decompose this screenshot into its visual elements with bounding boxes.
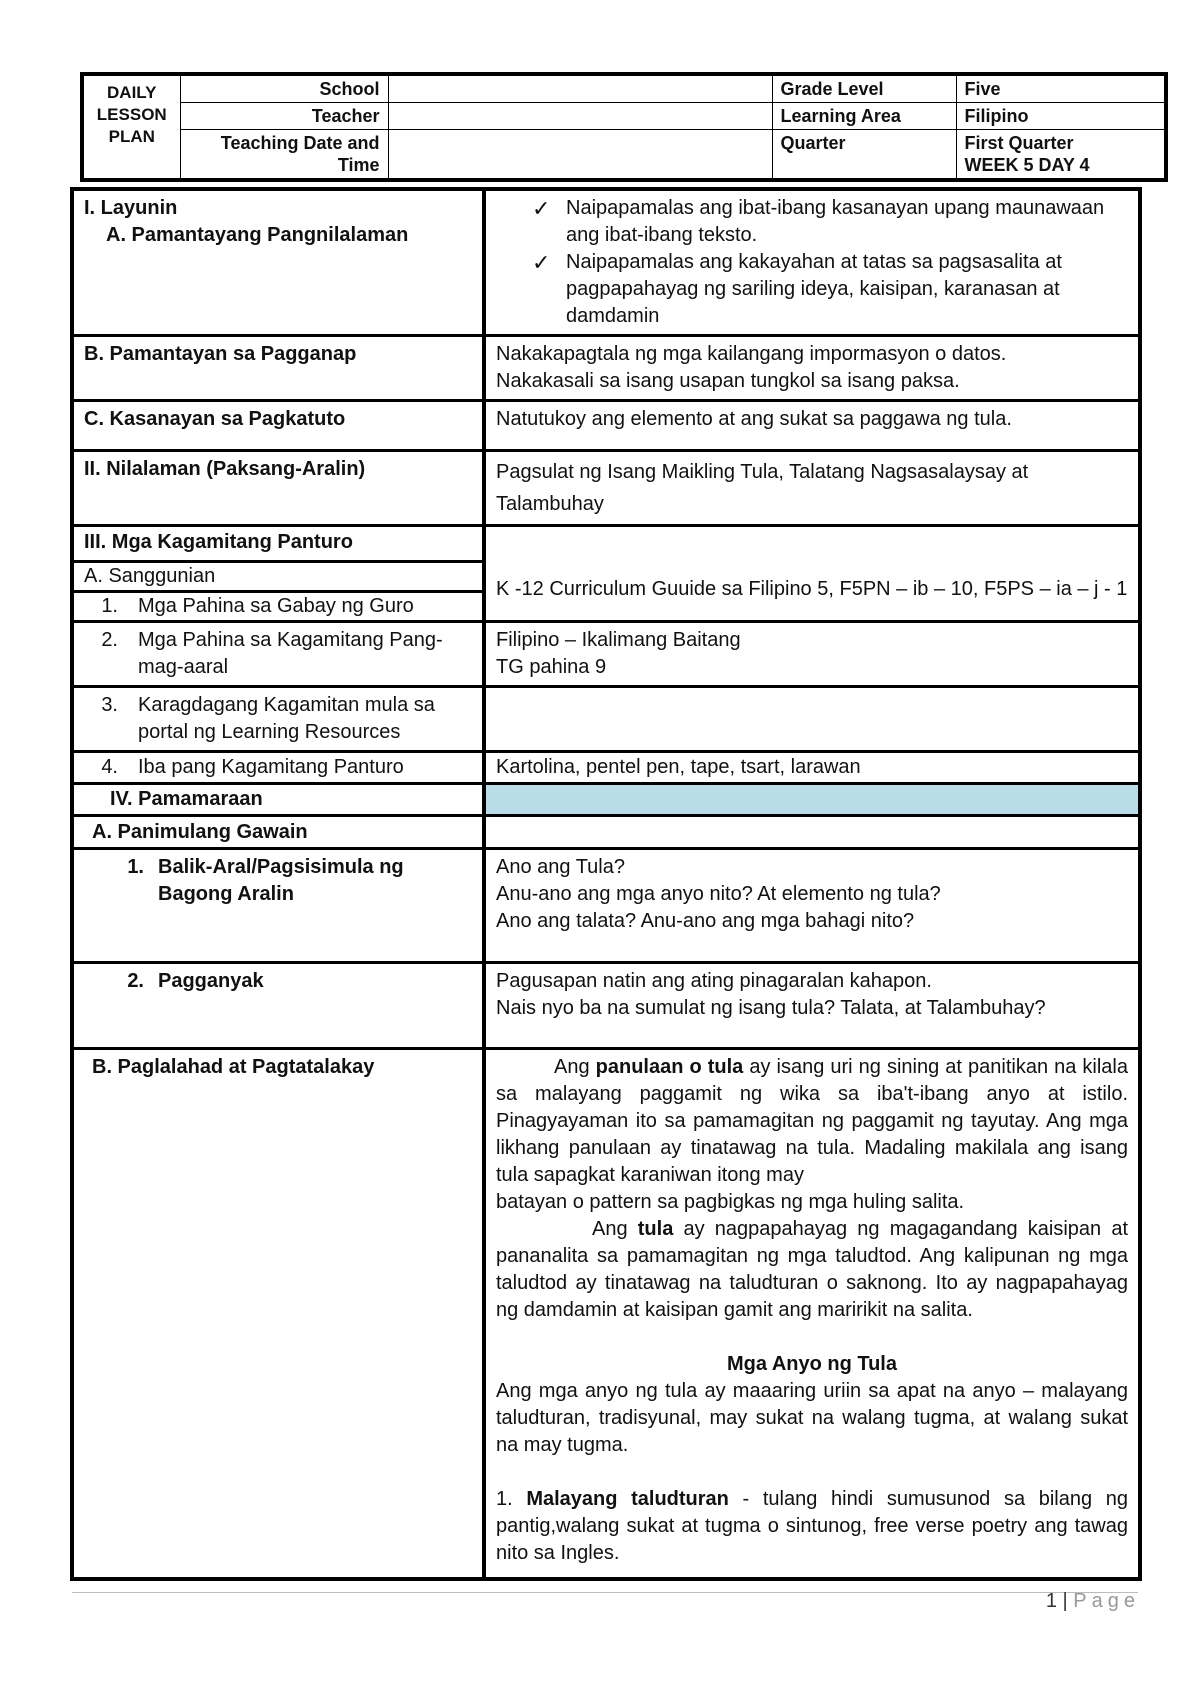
layunin-title: I. Layunin xyxy=(84,197,178,219)
pamantayang-pangnilalaman-label: A. Pamantayang Pangnilalaman xyxy=(106,224,409,246)
objective-item: ✓ Naipapamalas ang kakayahan at tatas sa pagsasalita at pagpapahayag ng sariling ideya, kaisipan, karanasan at damdamin xyxy=(496,249,1128,330)
pagganyak-label: 2. Pagganyak xyxy=(72,963,484,1049)
row-kagamitan xyxy=(72,526,1140,562)
kagamitan-label: III. Mga Kagamitang Panturo xyxy=(72,526,484,562)
row-layunin xyxy=(72,189,1140,336)
nilalaman-label: II. Nilalaman (Paksang-Aralin) xyxy=(72,451,484,526)
balik-aral-value: Ano ang Tula? Anu-ano ang mga anyo nito? At elemento ng tula? Ano ang talata? Anu-ano ang mga bahagi nito? xyxy=(484,849,1140,963)
row-kagamitang-pang-mag-aaral xyxy=(72,622,1140,687)
row-iba-pang-kagamitan xyxy=(72,752,1140,784)
page-word: Page xyxy=(1073,1590,1140,1612)
check-icon: ✓ xyxy=(532,250,551,275)
check-icon: ✓ xyxy=(532,196,551,221)
page-number: 1 xyxy=(1045,1590,1057,1612)
iba-pang-kagamitan-label: 4. Iba pang Kagamitang Panturo xyxy=(72,752,484,784)
karagdagang-kagamitan-value xyxy=(484,687,1140,752)
karagdagang-kagamitan-label: 3. Karagdagang Kagamitan mula sa portal ng Learning Resources xyxy=(72,687,484,752)
balik-aral-label: 1. Balik-Aral/Pagsisimula ng Bagong Aralin xyxy=(72,849,484,963)
iba-pang-kagamitan-value: Kartolina, pentel pen, tape, tsart, larawan xyxy=(484,752,1140,784)
row-panimulang-gawain xyxy=(72,816,1140,849)
panimulang-gawain-label: A. Panimulang Gawain xyxy=(72,816,484,849)
footer-divider xyxy=(72,1592,1138,1593)
quarter-value: First Quarter WEEK 5 DAY 4 xyxy=(956,130,1166,181)
area-label: Learning Area xyxy=(772,103,956,130)
row-kasanayan xyxy=(72,401,1140,451)
school-label: School xyxy=(180,74,388,103)
nilalaman-value: Pagsulat ng Isang Maikling Tula, Talatang Nagsasalaysay at Talambuhay xyxy=(484,451,1140,526)
kagamitang-pang-mag-aaral-label: 2. Mga Pahina sa Kagamitang Pang-mag-aaral xyxy=(72,622,484,687)
layunin-cell xyxy=(72,189,484,336)
sanggunian-label: A. Sanggunian xyxy=(72,562,484,592)
grade-label: Grade Level xyxy=(772,74,956,103)
gabay-guro-value: K -12 Curriculum Guuide sa Filipino 5, F5PN – ib – 10, F5PS – ia – j - 1 xyxy=(484,526,1140,622)
page-footer: 1 | Page xyxy=(1045,1590,1140,1612)
pagganap-value: Nakakapagtala ng mga kailangang impormasyon o datos. Nakakasali sa isang usapan tungkol sa isang paksa. xyxy=(484,336,1140,401)
school-value xyxy=(388,74,772,103)
dlp-title: DAILY LESSON PLAN xyxy=(82,74,180,180)
kasanayan-label: C. Kasanayan sa Pagkatuto xyxy=(72,401,484,451)
tula-definition-paragraph: Ang panulaan o tula ay isang uri ng sining at panitikan na kilala sa malayang paggamit ng wika sa iba't-ibang anyo at istilo. Pinagyayaman ito sa pamamagitan ng paggamit ng tayutay. Ang mga likhang panulaan ay tinatawag na tula. Madaling makilala ang isang tula sapagkat karaniwan itong may xyxy=(496,1056,1128,1186)
kagamitang-pang-mag-aaral-value: Filipino – Ikalimang Baitang TG pahina 9 xyxy=(484,622,1140,687)
pamamaraan-highlight xyxy=(484,784,1140,816)
paglalahad-value xyxy=(484,1049,1140,1579)
paglalahad-label: B. Paglalahad at Pagtatalakay xyxy=(72,1049,484,1579)
lesson-table xyxy=(70,187,1142,1581)
gabay-guro-label: 1. Mga Pahina sa Gabay ng Guro xyxy=(72,592,484,622)
pagganyak-value: Pagusapan natin ang ating pinagaralan kahapon. Nais nyo ba na sumulat ng isang tula? Talata, at Talambuhay? xyxy=(484,963,1140,1049)
row-nilalaman xyxy=(72,451,1140,526)
grade-value: Five xyxy=(956,74,1166,103)
tula-paragraph-2: Ang tula ay nagpapahayag ng magagandang kaisipan at pananalita sa pamamagitan ng mga taludtod. Ang kalipunan ng mga taludtod ay tinatawag na taludturan o saknong. Ito ay nagpapahayag ng damdamin at kaisipan gamit ang maririkit na salita. xyxy=(496,1218,1128,1321)
row-balik-aral xyxy=(72,849,1140,963)
date-label: Teaching Date and Time xyxy=(180,130,388,181)
teacher-value xyxy=(388,103,772,130)
anyo-ng-tula-text: Ang mga anyo ng tula ay maaaring uriin sa apat na anyo – malayang taludturan, tradisyunal, may sukat na walang tugma, at walang sukat na may tugma. xyxy=(496,1380,1128,1456)
panimulang-gawain-value xyxy=(484,816,1140,849)
row-pagganap xyxy=(72,336,1140,401)
date-value xyxy=(388,130,772,181)
area-value: Filipino xyxy=(956,103,1166,130)
row-pagganyak xyxy=(72,963,1140,1049)
pamamaraan-label: IV. Pamamaraan xyxy=(72,784,484,816)
pagganap-label: B. Pamantayan sa Pagganap xyxy=(72,336,484,401)
anyo-ng-tula-title: Mga Anyo ng Tula xyxy=(727,1353,897,1375)
row-pamamaraan xyxy=(72,784,1140,816)
tula-definition-continuation: batayan o pattern sa pagbigkas ng mga huling salita. xyxy=(496,1191,965,1213)
objective-item: ✓ Naipapamalas ang ibat-ibang kasanayan upang maunawaan ang ibat-ibang teksto. xyxy=(496,195,1128,249)
quarter-label: Quarter xyxy=(772,130,956,181)
malayang-taludturan-item: 1. Malayang taludturan - tulang hindi sumusunod sa bilang ng pantig,walang sukat at tugma o sintunog, free verse poetry ang tawag nito sa Ingles. xyxy=(496,1488,1128,1564)
header-table xyxy=(80,72,1168,182)
teacher-label: Teacher xyxy=(180,103,388,130)
row-paglalahad xyxy=(72,1049,1140,1579)
row-karagdagang-kagamitan xyxy=(72,687,1140,752)
kasanayan-value: Natutukoy ang elemento at ang sukat sa paggawa ng tula. xyxy=(484,401,1140,451)
pamantayang-pangnilalaman-value xyxy=(484,189,1140,336)
